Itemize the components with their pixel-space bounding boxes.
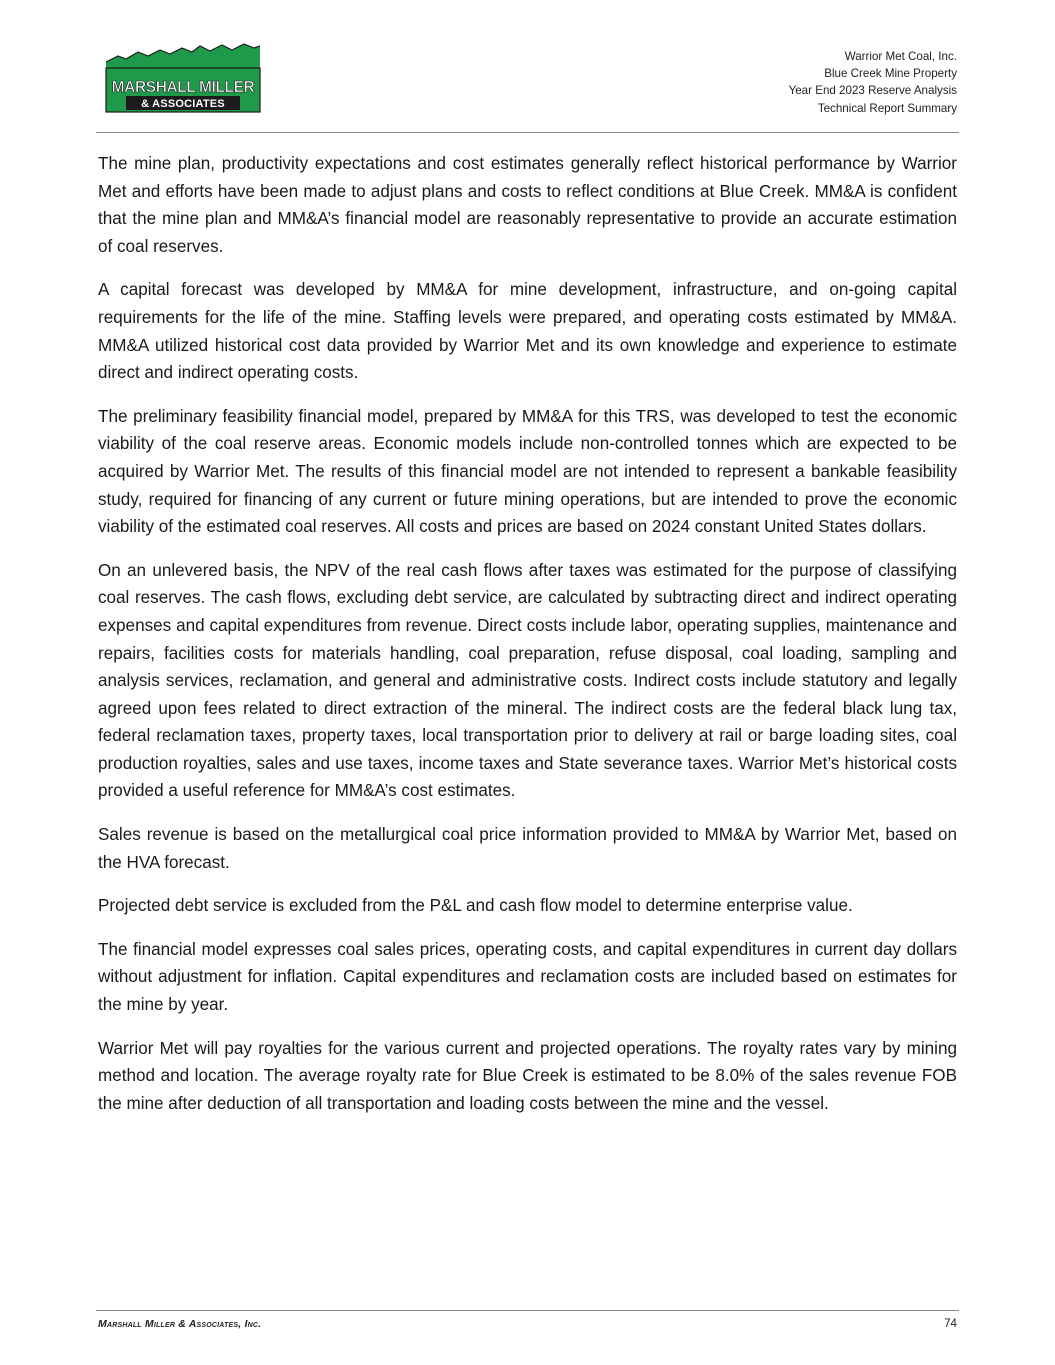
header-analysis: Year End 2023 Reserve Analysis: [788, 84, 957, 98]
header-company: Warrior Met Coal, Inc.: [844, 50, 957, 63]
mountain-logo-icon: [104, 42, 262, 116]
logo-line1: MARSHALL MILLER: [111, 79, 255, 96]
report-header: [789, 48, 957, 117]
page-number: 74: [944, 1317, 957, 1330]
document-body: [98, 150, 957, 1133]
footer-divider: [96, 1310, 959, 1311]
header-report-type: Technical Report Summary: [817, 101, 957, 115]
company-logo: [104, 42, 262, 116]
header-divider: [96, 132, 959, 133]
paragraph-mine-plan: The mine plan, productivity expectations and cost estimates generally reflect historical performance by Warrior Met and efforts have been made to adjust plans and costs to reflect conditions at Blue Creek. MM&A is confident that the mine plan and MM&A’s financial model are reasonably representative to provide an accurate estimation of coal reserves.: [98, 154, 957, 256]
footer-company: Marshall Miller & Associates, Inc.: [98, 1318, 262, 1330]
header-property: Blue Creek Mine Property: [824, 67, 957, 81]
paragraph-debt-service: Projected debt service is excluded from the P&L and cash flow model to determine enterprise value.: [98, 896, 853, 916]
paragraph-sales-revenue: Sales revenue is based on the metallurgical coal price information provided to MM&A by Warrior Met, based on the HVA forecast.: [98, 825, 957, 872]
logo-line2: & ASSOCIATES: [141, 98, 225, 110]
paragraph-capital-forecast: A capital forecast was developed by MM&A for mine development, infrastructure, and on-going capital requirements for the life of the mine. Staffing levels were prepared, and operating costs estimated by MM&A. MM&A utilized historical cost data provided by Warrior Met and its own knowledge and experience to estimate direct and indirect operating costs.: [98, 280, 957, 383]
paragraph-royalties: Warrior Met will pay royalties for the various current and projected operations. The royalty rates vary by mining method and location. The average royalty rate for Blue Creek is estimated to be 8.0% of the sales revenue FOB the mine after deduction of all transportation and loading costs between the mine and the vessel.: [98, 1038, 957, 1113]
paragraph-feasibility-model: The preliminary feasibility financial model, prepared by MM&A for this TRS, was developed to test the economic viability of the coal reserve areas. Economic models include non-controlled tonnes which are expected to be acquired by Warrior Met. The results of this financial model are not intended to represent a bankable feasibility study, required for financing of any current or future mining operations, but are intended to prove the economic viability of the estimated coal reserves. All costs and prices are based on 2024 constant United States dollars.: [98, 406, 957, 537]
paragraph-npv-cash-flows: On an unlevered basis, the NPV of the real cash flows after taxes was estimated for the purpose of classifying coal reserves. The cash flows, excluding debt service, are calculated by subtracting direct and indirect operating expenses and capital expenditures from revenue. Direct costs include labor, operating supplies, maintenance and repairs, facilities costs for materials handling, coal preparation, refuse disposal, coal loading, sampling and analysis services, reclamation, and general and administrative costs. Indirect costs include statutory and legally agreed upon fees related to direct extraction of the mineral. The indirect costs are the federal black lung tax, federal reclamation taxes, property taxes, local transportation prior to delivery at rail or barge loading sites, coal production royalties, sales and use taxes, income taxes and State severance taxes. Warrior Met’s historical costs provided a useful reference for MM&A’s cost estimates.: [98, 560, 957, 801]
paragraph-financial-model: The financial model expresses coal sales prices, operating costs, and capital expenditures in current day dollars without adjustment for inflation. Capital expenditures and reclamation costs are included based on estimates for the mine by year.: [98, 939, 957, 1015]
